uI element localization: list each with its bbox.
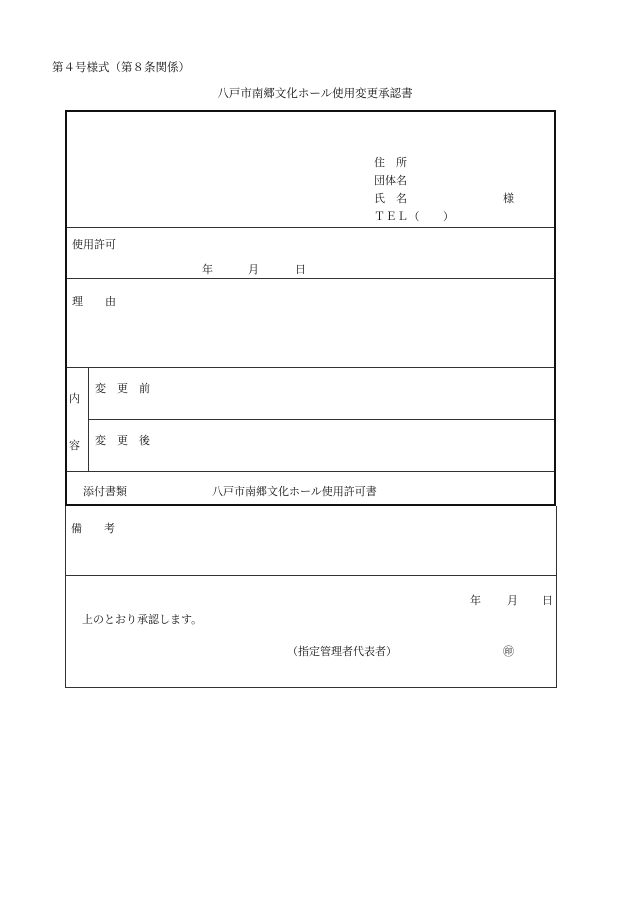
permit-day: 日 xyxy=(295,263,306,276)
name-label: 氏 名 xyxy=(374,192,407,205)
document-title: 八戸市南郷文化ホール使用変更承認書 xyxy=(217,86,413,100)
permit-year: 年 xyxy=(202,263,213,276)
remarks-label: 備 考 xyxy=(71,522,115,535)
divider-addressee xyxy=(67,227,554,228)
attachment-label: 添付書類 xyxy=(83,485,127,498)
group-name-label: 団体名 xyxy=(374,174,407,187)
after-change-label: 変 更 後 xyxy=(95,434,150,447)
divider-remarks xyxy=(66,575,556,576)
tel-label: ＴＥＬ（ ） xyxy=(374,210,455,223)
approval-month: 月 xyxy=(507,594,518,607)
reason-label: 理 由 xyxy=(72,295,116,308)
approval-year: 年 xyxy=(470,594,481,607)
honorific-sama: 様 xyxy=(503,192,514,205)
seal-mark: ㊞ xyxy=(503,645,514,658)
lower-form-box xyxy=(65,506,557,688)
permit-label: 使用許可 xyxy=(72,238,116,251)
before-change-label: 変 更 前 xyxy=(95,382,150,395)
main-form-box xyxy=(65,110,556,506)
content-label-top: 内 xyxy=(69,392,80,405)
form-number: 第４号様式（第８条関係） xyxy=(52,60,190,74)
approval-day: 日 xyxy=(542,594,553,607)
divider-permit xyxy=(67,278,554,279)
content-label-bottom: 容 xyxy=(69,439,80,452)
address-label: 住 所 xyxy=(374,156,407,169)
signer-title: （指定管理者代表者） xyxy=(287,645,397,658)
permit-month: 月 xyxy=(248,263,259,276)
divider-content xyxy=(67,471,554,472)
approval-statement: 上のとおり承認します。 xyxy=(82,613,203,626)
divider-before-after xyxy=(88,419,554,420)
attachment-value: 八戸市南郷文化ホール使用許可書 xyxy=(212,485,377,498)
divider-reason xyxy=(67,367,554,368)
